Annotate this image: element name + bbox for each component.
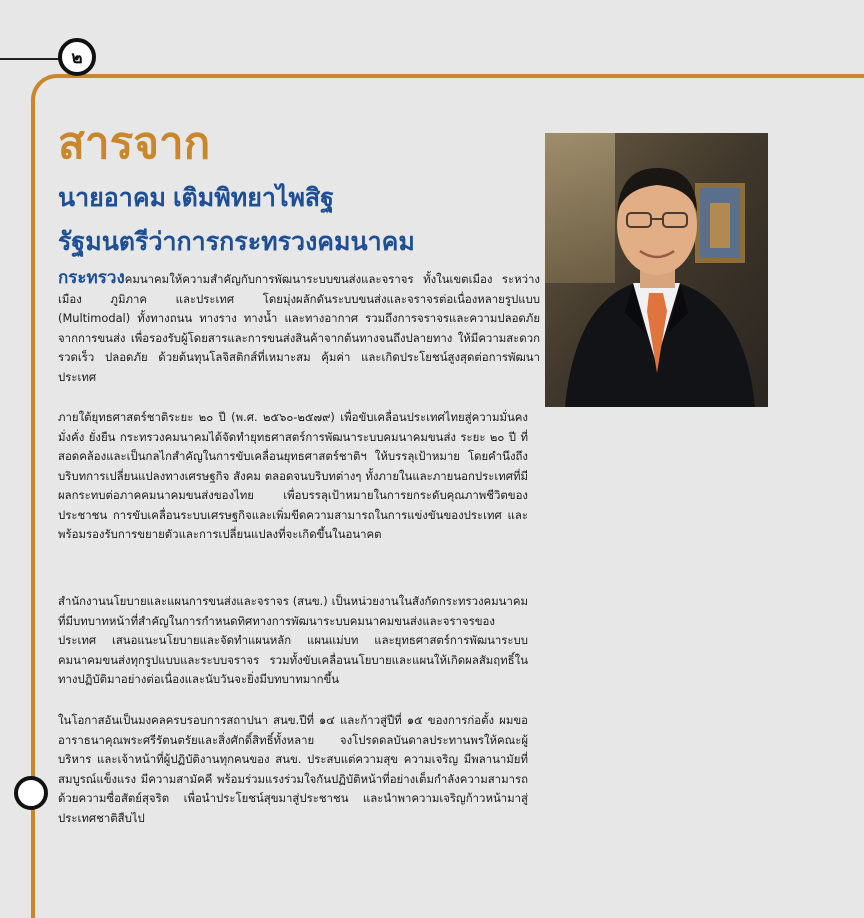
paragraph-1 [58,268,540,387]
paragraph-lead-word: กระทรวง [58,268,125,287]
paragraph-2: ภายใต้ยุทธศาสตร์ชาติระยะ ๒๐ ปี (พ.ศ. ๒๕๖๐-๒๕๗๙) เพื่อขับเคลื่อนประเทศไทยสู่ความมั่นคง มั่งคั่ง ยั่งยืน กระทรวงคมนาคมได้จัดทำยุทธศาสตร์การพัฒนาระบบคมนาคมขนส่ง ระยะ ๒๐ ปี ที่สอดคล้องและเป็นกลไกสำคัญในการขับเคลื่อนยุทธศาสตร์ชาติฯ ให้บรรลุเป้าหมาย โดยคำนึงถึงบริบทการเปลี่ยนแปลงทางเศรษฐกิจ สังคม ตลอดจนบริบทต่างๆ ทั้งภายในและภายนอกประเทศที่มีผลกระทบต่อภาคคมนาคมขนส่งของไทย เพื่อบรรลุเป้าหมายในการยกระดับคุณภาพชีวิตของประชาชน การขับเคลื่อนระบบเศรษฐกิจและเพิ่มขีดความสามารถในการแข่งขันของประเทศ และพร้อมรองรับการขยายตัวและการเปลี่ยนแปลงที่จะเกิดขึ้นในอนาคต [58,410,528,541]
paragraph-4: ในโอกาสอันเป็นมงคลครบรอบการสถาปนา สนข.ปีที่ ๑๔ และก้าวสู่ปีที่ ๑๕ ของการก่อตั้ง ผมขออาราธนาคุณพระศรีรัตนตรัยและสิ่งศักดิ์สิทธิ์ทั้งหลาย จงโปรดดลบันดาลประทานพรให้คณะผู้บริหาร และเจ้าหน้าที่ผู้ปฏิบัติงานทุกคนของ สนข. ประสบแต่ความสุข ความเจริญ มีพลานามัยที่สมบูรณ์แข็งแรง มีความสามัคคี พร้อมร่วมแรงร่วมใจกันปฏิบัติหน้าที่อย่างเต็มกำลังความสามารถ ด้วยความซื่อสัตย์สุจริต เพื่อนำประโยชน์สุขมาสู่ประชาชน และนำพาความเจริญก้าวหน้ามาสู่ประเทศชาติสืบไป [58,713,528,825]
paragraph-1-text: คมนาคมให้ความสำคัญกับการพัฒนาระบบขนส่งและจราจร ทั้งในเขตเมือง ระหว่างเมือง ภูมิภาค และประเทศ โดยมุ่งผลักดันระบบขนส่งและจราจรต่อเนื่องหลายรูปแบบ (Multimodal) ทั้งทางถนน ทางราง ทางน้ำ และทางอากาศ รวมถึงการจราจรและความปลอดภัยจากการขนส่ง เพื่อรองรับผู้โดยสารและการขนส่งสินค้าจากต้นทางจนถึงปลายทาง ให้มีความสะดวก รวดเร็ว ปลอดภัย ด้วยต้นทุนโลจิสติกส์ที่เหมาะสม คุ้มค่า และเกิดประโยชน์สูงสุดต่อการพัฒนาประเทศ [58,272,540,384]
paragraph-3: สำนักงานนโยบายและแผนการขนส่งและจราจร (สนข.) เป็นหน่วยงานในสังกัดกระทรวงคมนาคม ที่มีบทบาทหน้าที่สำคัญในการกำหนดทิศทางการพัฒนาระบบคมนาคมขนส่งและจราจรของประเทศ เสนอแนะนโยบายและจัดทำแผนหลัก แผนแม่บท และยุทธศาสตร์การพัฒนาระบบคมนาคมขนส่งทุกรูปแบบและระบบจราจร รวมทั้งขับเคลื่อนนโยบายและแผนให้เกิดผลสัมฤทธิ์ในทางปฏิบัติมาอย่างต่อเนื่องและนับวันจะยิ่งมีบทบาทมากขึ้น [58,594,528,686]
author-name: นายอาคม เติมพิทยาไพสิฐ [58,184,334,212]
author-position: รัฐมนตรีว่าการกระทรวงคมนาคม [58,228,415,256]
page-number: ๒ [71,47,83,68]
top-rule [0,58,62,60]
portrait-illustration [545,133,768,407]
page-number-badge [58,38,96,76]
page-title: สารจาก [58,119,211,168]
decorative-circle [14,776,48,810]
minister-portrait [545,133,768,407]
